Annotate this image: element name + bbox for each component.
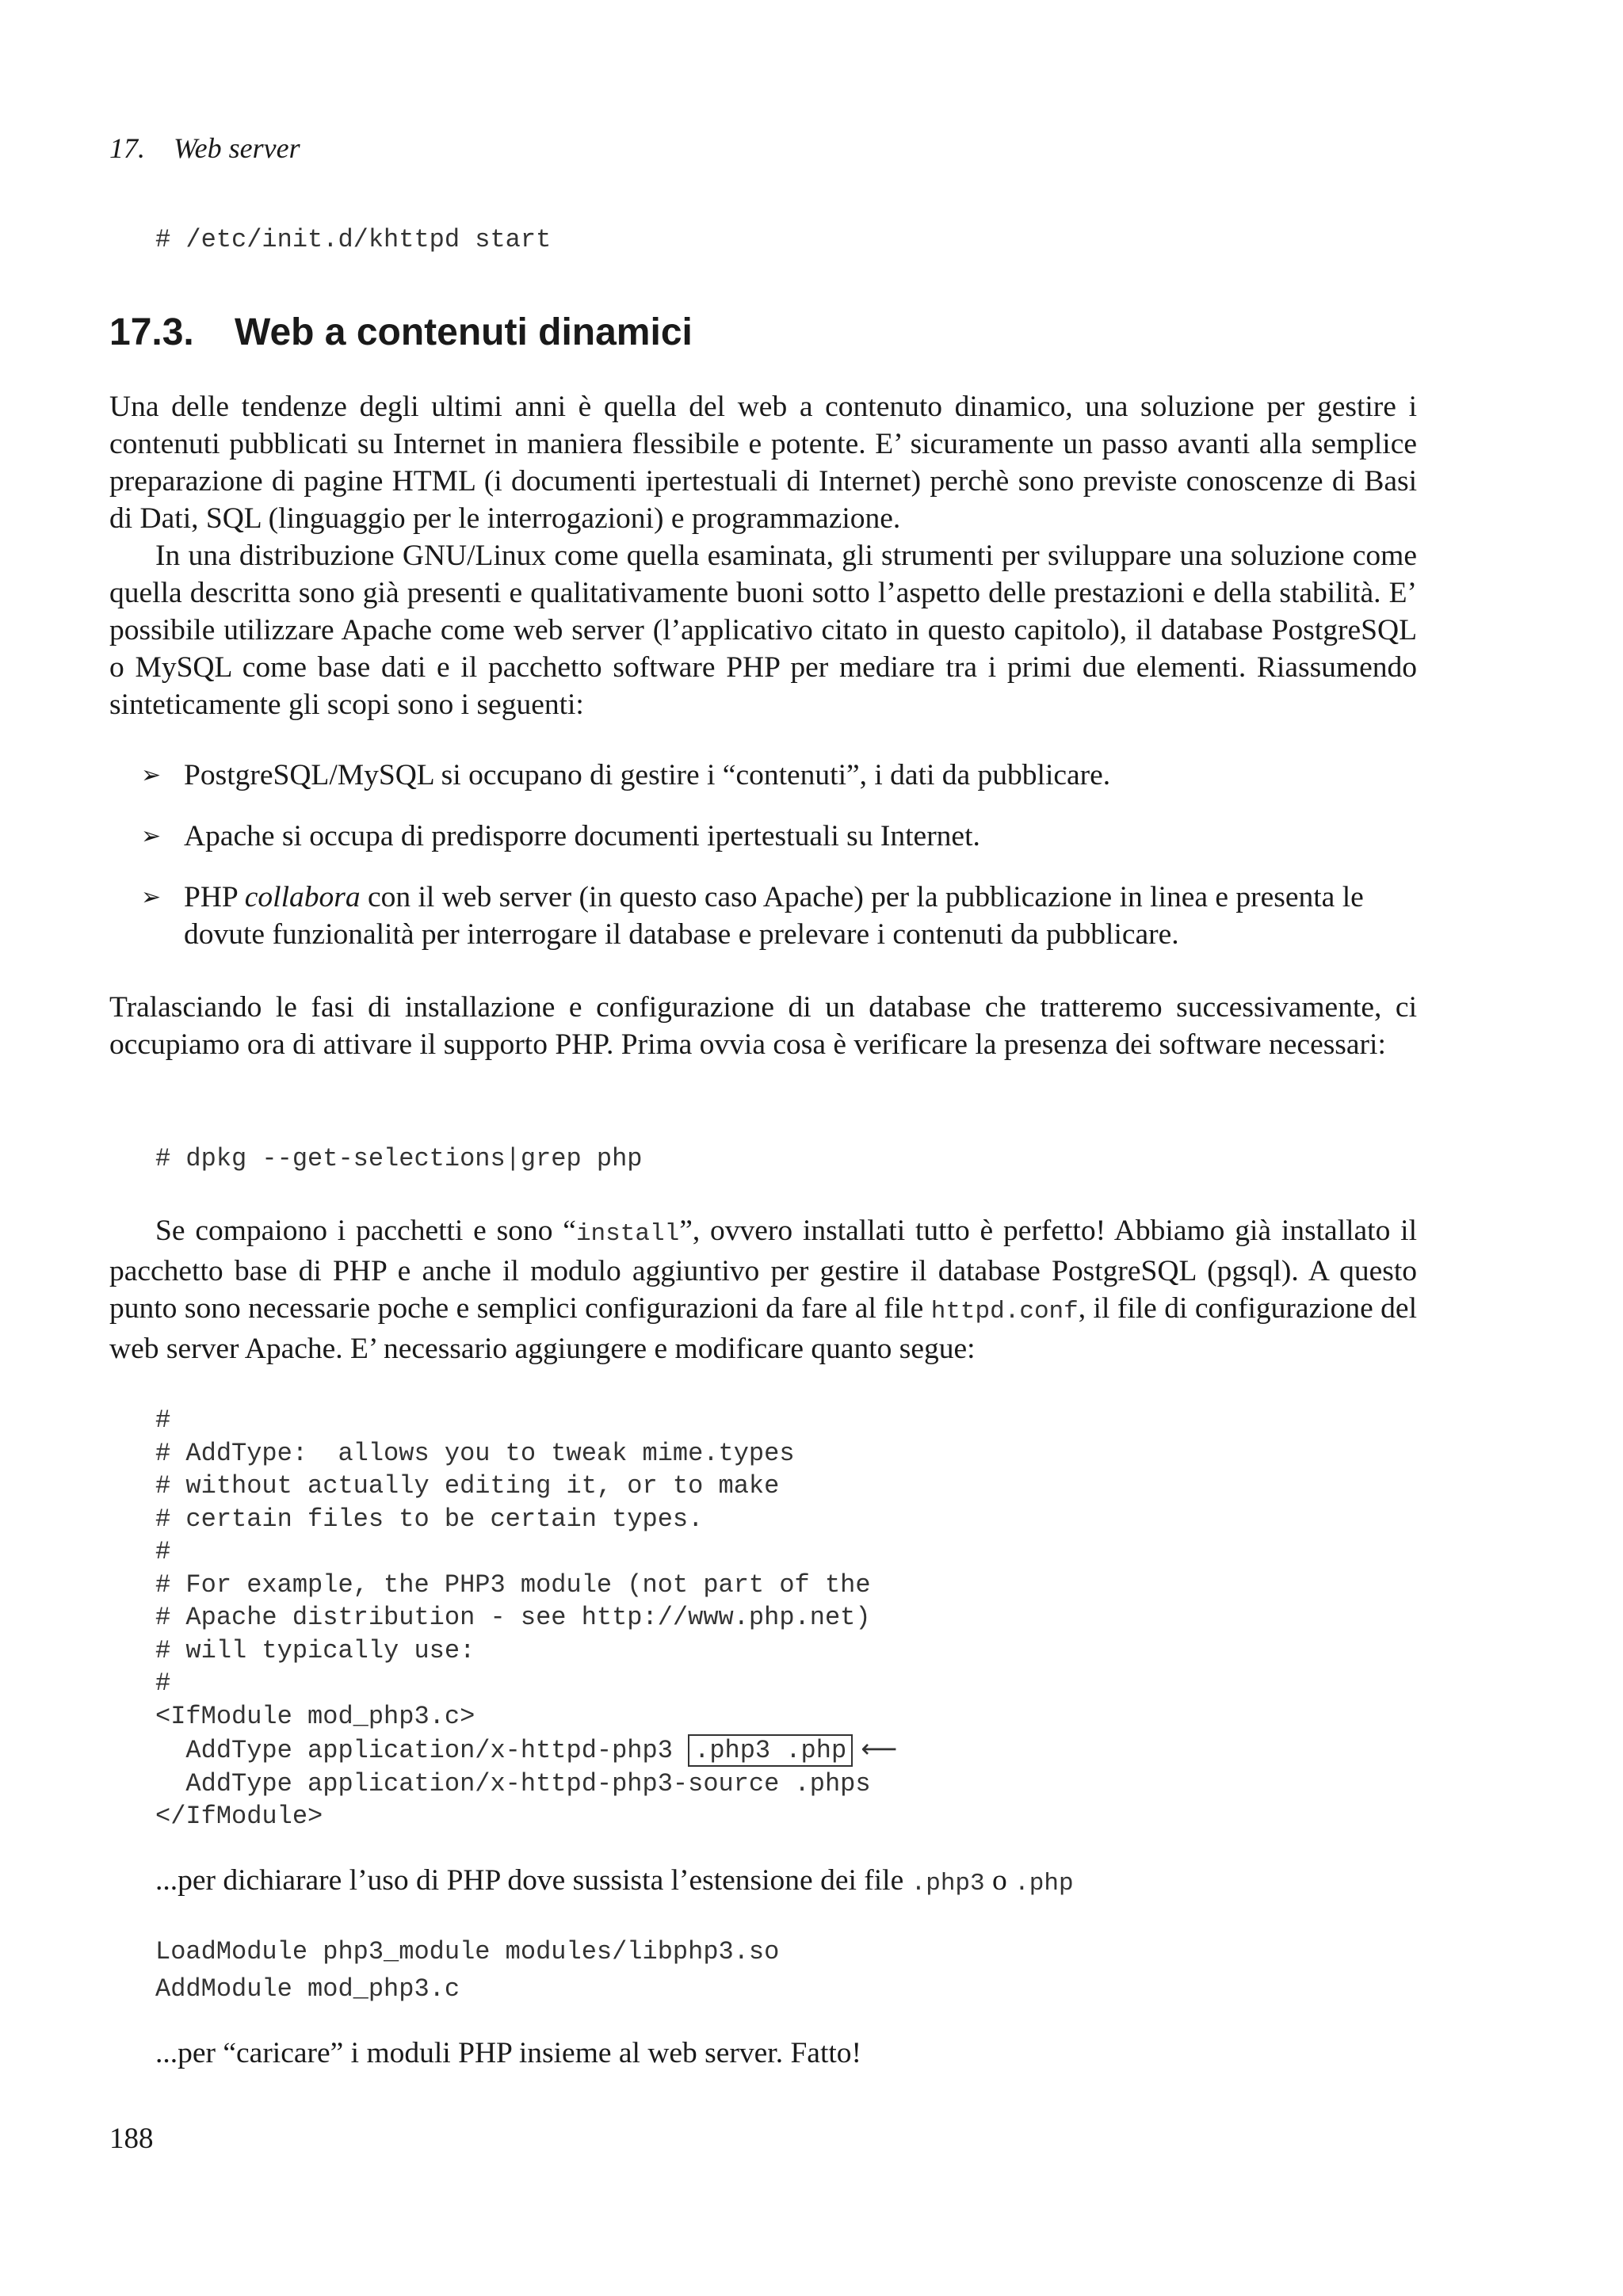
bullet-arrow-icon: ➢: [141, 822, 162, 850]
inline-code-php: .php: [1014, 1870, 1074, 1897]
list-item-text: PostgreSQL/MySQL si occupano di gestire i “contenuti”, i dati da pubblicare.: [184, 759, 1111, 791]
code-line: # certain files to be certain types.: [155, 1504, 704, 1534]
code-line: # Apache distribution - see http://www.php.net): [155, 1603, 871, 1632]
paragraph-intro: Una delle tendenze degli ultimi anni è quella del web a contenuto dinamico, una soluzione per gestire i contenuti pubblicati su Internet in maniera flessibile e potente. E’ sicuramente un passo avanti alla semplice preparazione di pagine HTML (i documenti ipertestuali di Internet) perchè sono previste conoscenze di Basi di Dati, SQL (linguaggio per le interrogazioni) e programmazione.: [109, 391, 1417, 535]
note-text: o: [984, 1864, 1015, 1897]
paragraph-text: , il file di configurazione del web server Apache. E’ necessario aggiungere e modificare quanto segue:: [109, 1292, 1417, 1365]
left-arrow-icon: ⟵: [853, 1733, 898, 1764]
page-number: 188: [109, 2122, 154, 2155]
list-item-text: PHP: [184, 881, 245, 913]
section-title: Web a contenuti dinamici: [235, 311, 693, 353]
inline-code-httpd-conf: httpd.conf: [930, 1298, 1079, 1325]
note-text: ...per dichiarare l’uso di PHP dove sussista l’estensione dei file: [155, 1864, 911, 1897]
list-item: [109, 818, 1417, 855]
note-php-extensions: [155, 1862, 1074, 1902]
list-item-text: con il web server (in questo caso Apache) per la pubblicazione in linea e presenta le dovute funzionalità per interrogare il database e prelevare i contenuti da pubblicare.: [184, 881, 1364, 951]
code-line: AddModule mod_php3.c: [155, 1974, 460, 2004]
section-heading: [109, 311, 693, 354]
code-line: # For example, the PHP3 module (not part of the: [155, 1569, 871, 1600]
highlighted-extensions: .php3 .php: [688, 1734, 853, 1767]
code-khttpd-start: # /etc/init.d/khttpd start: [155, 225, 552, 254]
code-line: <IfModule mod_php3.c>: [155, 1701, 475, 1731]
inline-code-php3: .php3: [911, 1870, 985, 1897]
paragraph-install-check: [109, 1212, 1417, 1367]
code-text: AddType application/x-httpd-php3: [155, 1736, 689, 1765]
list-item-text: Apache si occupa di predisporre documenti ipertestuali su Internet.: [184, 820, 980, 852]
code-load-module: [155, 1933, 779, 2008]
bullet-arrow-icon: ➢: [141, 883, 162, 911]
code-line: AddType application/x-httpd-php3-source .phps: [155, 1768, 871, 1798]
paragraph-distribution: In una distribuzione GNU/Linux come quella esaminata, gli strumenti per sviluppare una soluzione come quella descritta sono già presenti e qualitativamente buoni sotto l’aspetto delle prestazioni e della stabilità. E’ possibile utilizzare Apache come web server (l’applicativo citato in questo capitolo), il database PostgreSQL o MySQL come base dati e il pacchetto software PHP per mediare tra i primi due elementi. Riassumendo sinteticamente gli scopi sono i seguenti:: [109, 540, 1417, 721]
chapter-number: 17.: [109, 132, 145, 164]
paragraph-text: ”, ovvero installati tutto è perfetto! Abbiamo già installato il pacchetto base di PHP e anche il modulo aggiuntivo per gestire il database PostgreSQL (pgsql). A questo punto sono necessarie poche e semplici configurazioni da fare al file: [109, 1215, 1417, 1325]
emphasis-text: collabora: [244, 881, 361, 913]
code-line: [155, 1733, 897, 1768]
list-item: [109, 757, 1417, 794]
list-item: [109, 879, 1417, 953]
code-line: #: [155, 1669, 171, 1698]
goals-list: [109, 757, 1417, 977]
code-line: # without actually editing it, or to make: [155, 1471, 780, 1501]
code-line: # will typically use:: [155, 1635, 475, 1665]
section-number: 17.3.: [109, 311, 194, 353]
inline-code-install: install: [575, 1220, 680, 1248]
code-line: #: [155, 1537, 171, 1566]
code-line: # AddType: allows you to tweak mime.types: [155, 1438, 795, 1468]
code-httpd-conf-block: [155, 1404, 897, 1833]
paragraph-text: Se compaiono i pacchetti e sono “: [155, 1215, 576, 1247]
document-page: [109, 0, 1417, 2296]
paragraph-php-support: Tralasciando le fasi di installazione e configurazione di un database che tratteremo successivamente, ci occupiamo ora di attivare il supporto PHP. Prima ovvia cosa è verificare la presenza dei software necessari:: [109, 991, 1417, 1061]
note-load-modules: ...per “caricare” i moduli PHP insieme al web server. Fatto!: [155, 2037, 862, 2069]
chapter-title: Web server: [174, 132, 300, 164]
code-line: </IfModule>: [155, 1802, 323, 1831]
bullet-arrow-icon: ➢: [141, 761, 162, 789]
running-header: [109, 132, 300, 165]
code-line: LoadModule php3_module modules/libphp3.so: [155, 1937, 780, 1966]
code-dpkg: # dpkg --get-selections|grep php: [155, 1144, 643, 1173]
code-line: #: [155, 1405, 171, 1435]
